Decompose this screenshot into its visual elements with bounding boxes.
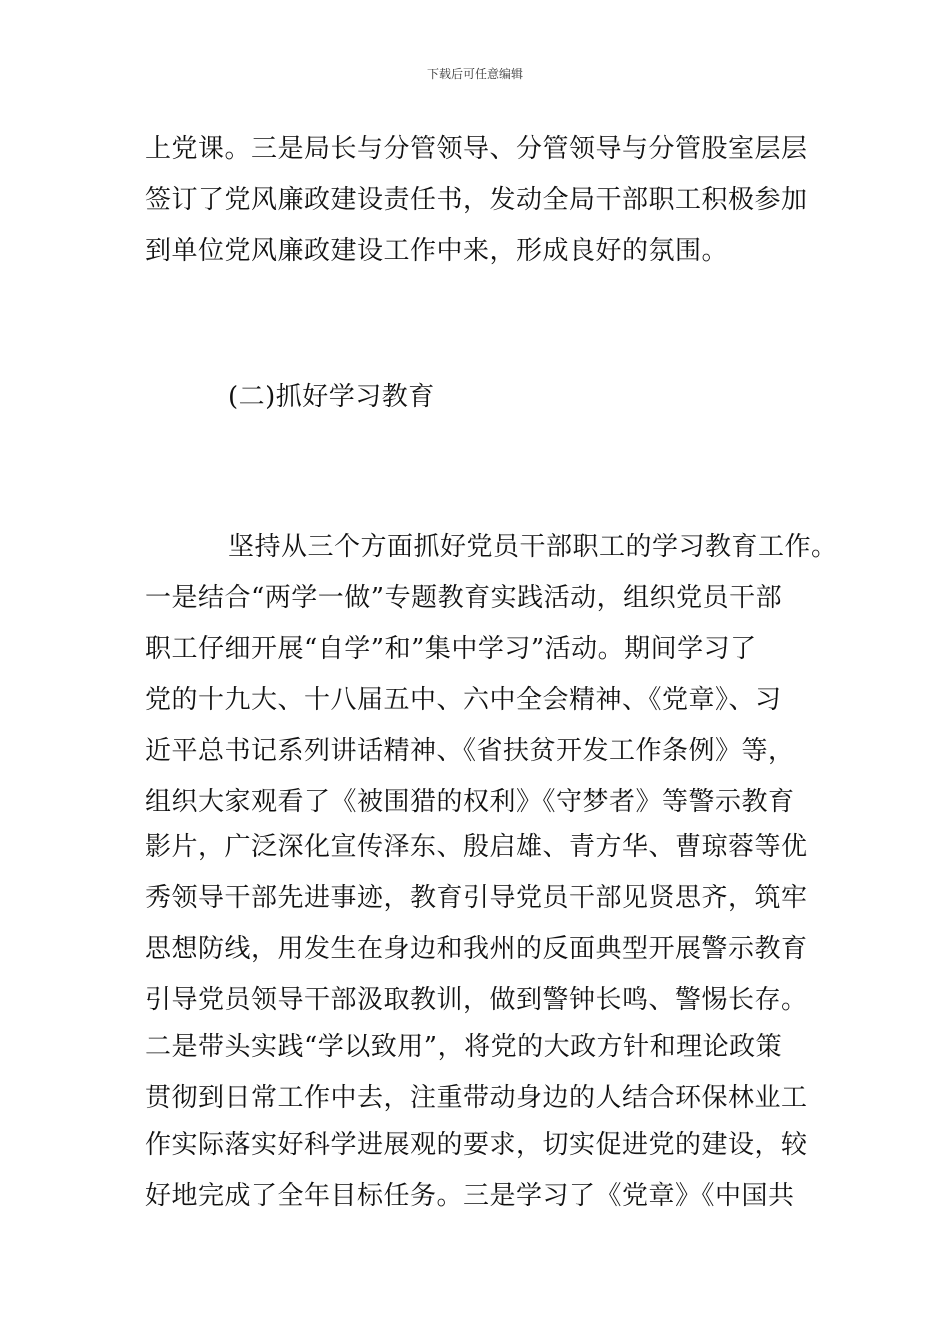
text-line: 影片，广泛深化宣传泽东、殷启雄、青方华、曹琼蓉等优 xyxy=(145,832,808,862)
text-line: 思想防线，用发生在身边和我州的反面典型开展警示教育 xyxy=(145,934,808,964)
text-line: 引导党员领导干部汲取教训，做到警钟长鸣、警惕长存。 xyxy=(145,985,808,1015)
text-line: 近平总书记系列讲话精神、《省扶贫开发工作条例》等， xyxy=(145,736,795,766)
text-line: 坚持从三个方面抓好党员干部职工的学习教育工作。 xyxy=(228,532,838,562)
text-line: 到单位党风廉政建设工作中来，形成良好的氛围。 xyxy=(145,236,729,266)
text-line: 秀领导干部先进事迹，教育引导党员干部见贤思齐，筑牢 xyxy=(145,883,808,913)
text-line: 组织大家观看了《被围猎的权利》《守梦者》等警示教育 xyxy=(145,787,795,817)
text-line: 一是结合“两学一做”专题教育实践活动，组织党员干部 xyxy=(145,583,783,613)
text-line: 签订了党风廉政建设责任书，发动全局干部职工积极参加 xyxy=(145,185,808,215)
section-heading: (二)抓好学习教育 xyxy=(228,382,435,412)
text-line: 上党课。三是局长与分管领导、分管领导与分管股室层层 xyxy=(145,134,808,164)
text-line: 作实际落实好科学进展观的要求，切实促进党的建设，较 xyxy=(145,1130,808,1160)
text-line: 好地完成了全年目标任务。三是学习了《党章》《中国共 xyxy=(145,1181,795,1211)
text-line: 党的十九大、十八届五中、六中全会精神、《党章》、习 xyxy=(145,685,782,715)
text-line: 贯彻到日常工作中去，注重带动身边的人结合环保林业工 xyxy=(145,1083,808,1113)
text-line: 二是带头实践“学以致用”，将党的大政方针和理论政策 xyxy=(145,1032,783,1062)
text-line: 职工仔细开展“自学”和”集中学习”活动。期间学习了 xyxy=(145,634,757,664)
page-header: 下载后可任意编辑 xyxy=(426,67,523,81)
